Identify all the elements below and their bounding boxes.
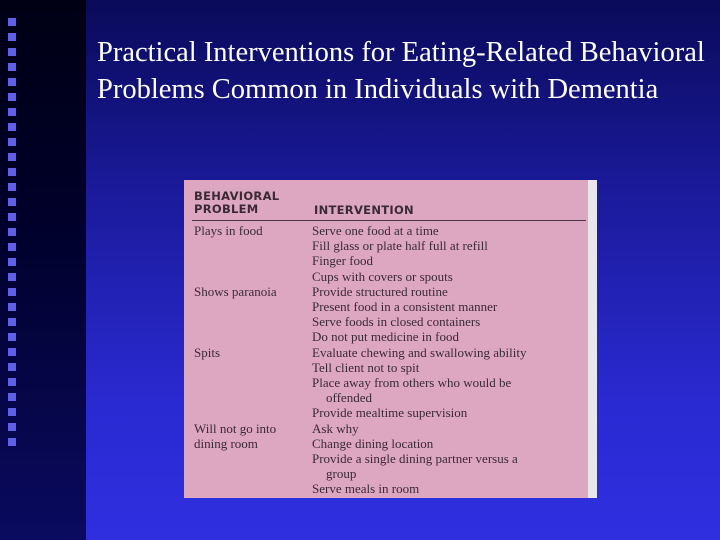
decorative-square [8, 153, 16, 161]
decorative-square [8, 363, 16, 371]
decorative-square [8, 348, 16, 356]
intervention-item [312, 436, 582, 451]
intervention-item [312, 360, 582, 375]
intervention-item [312, 299, 582, 314]
header-behavioral-problem: BEHAVIORAL PROBLEM [194, 189, 280, 216]
slide-title: Practical Interventions for Eating-Related Behavioral Problems Common in Individuals with Dementia [97, 37, 705, 105]
decorative-square [8, 18, 16, 26]
intervention-text: Provide mealtime supervision [312, 405, 468, 421]
intervention-text: Do not put medicine in food [312, 329, 459, 345]
intervention-item [312, 421, 582, 436]
decorative-square [8, 318, 16, 326]
decorative-square [8, 273, 16, 281]
intervention-text: Finger food [312, 253, 374, 269]
interventions-table [184, 180, 597, 498]
decorative-square [8, 33, 16, 41]
intervention-text: Serve meals in room [312, 481, 420, 497]
intervention-item [312, 405, 582, 420]
intervention-text-continued: offended [326, 390, 372, 406]
intervention-item [312, 451, 582, 481]
decorative-square [8, 243, 16, 251]
decorative-square [8, 108, 16, 116]
problem-spits: Spits [194, 345, 221, 360]
intervention-item [312, 481, 582, 496]
intervention-text: Present food in a consistent manner [312, 299, 498, 315]
problem-will-not-go-into-dining-room: Will not go into dining room [194, 421, 277, 451]
intervention-item [312, 238, 582, 253]
header-rule [192, 220, 586, 221]
intervention-text: Tell client not to spit [312, 359, 420, 375]
intervention-text: Fill glass or plate half full at refill [312, 238, 488, 254]
intervention-item [312, 269, 582, 284]
intervention-item [312, 345, 582, 360]
decorative-square [8, 138, 16, 146]
decorative-square [8, 48, 16, 56]
decorative-square [8, 63, 16, 71]
decorative-square [8, 288, 16, 296]
intervention-text: Provide a single dining partner versus a [312, 451, 518, 467]
decorative-square-column [4, 18, 26, 453]
intervention-text: Place away from others who would be [312, 375, 512, 391]
decorative-square [8, 93, 16, 101]
intervention-text: Change dining location [312, 435, 434, 451]
intervention-item [312, 375, 582, 405]
intervention-text: Ask why [312, 420, 359, 436]
decorative-square [8, 198, 16, 206]
decorative-square [8, 438, 16, 446]
intervention-item [312, 284, 582, 299]
decorative-square [8, 123, 16, 131]
decorative-square [8, 213, 16, 221]
intervention-item [312, 314, 582, 329]
decorative-sidebar [0, 0, 86, 540]
problem-plays-in-food: Plays in food [194, 223, 263, 238]
decorative-square [8, 183, 16, 191]
header-intervention: INTERVENTION [314, 203, 414, 217]
intervention-item [312, 329, 582, 344]
table-edge [588, 180, 597, 498]
decorative-square [8, 393, 16, 401]
decorative-square [8, 333, 16, 341]
decorative-square [8, 258, 16, 266]
intervention-list [312, 223, 582, 497]
decorative-square [8, 78, 16, 86]
problem-shows-paranoia: Shows paranoia [194, 284, 277, 299]
intervention-item [312, 253, 582, 268]
decorative-square [8, 228, 16, 236]
decorative-square [8, 378, 16, 386]
decorative-square [8, 423, 16, 431]
intervention-text: Serve one food at a time [312, 223, 439, 238]
intervention-text-continued: group [326, 466, 357, 482]
intervention-text: Evaluate chewing and swallowing ability [312, 344, 527, 360]
intervention-item [312, 223, 582, 238]
intervention-text: Serve foods in closed containers [312, 314, 481, 330]
decorative-square [8, 408, 16, 416]
intervention-text: Cups with covers or spouts [312, 268, 453, 284]
decorative-square [8, 168, 16, 176]
decorative-square [8, 303, 16, 311]
intervention-text: Provide structured routine [312, 283, 448, 299]
